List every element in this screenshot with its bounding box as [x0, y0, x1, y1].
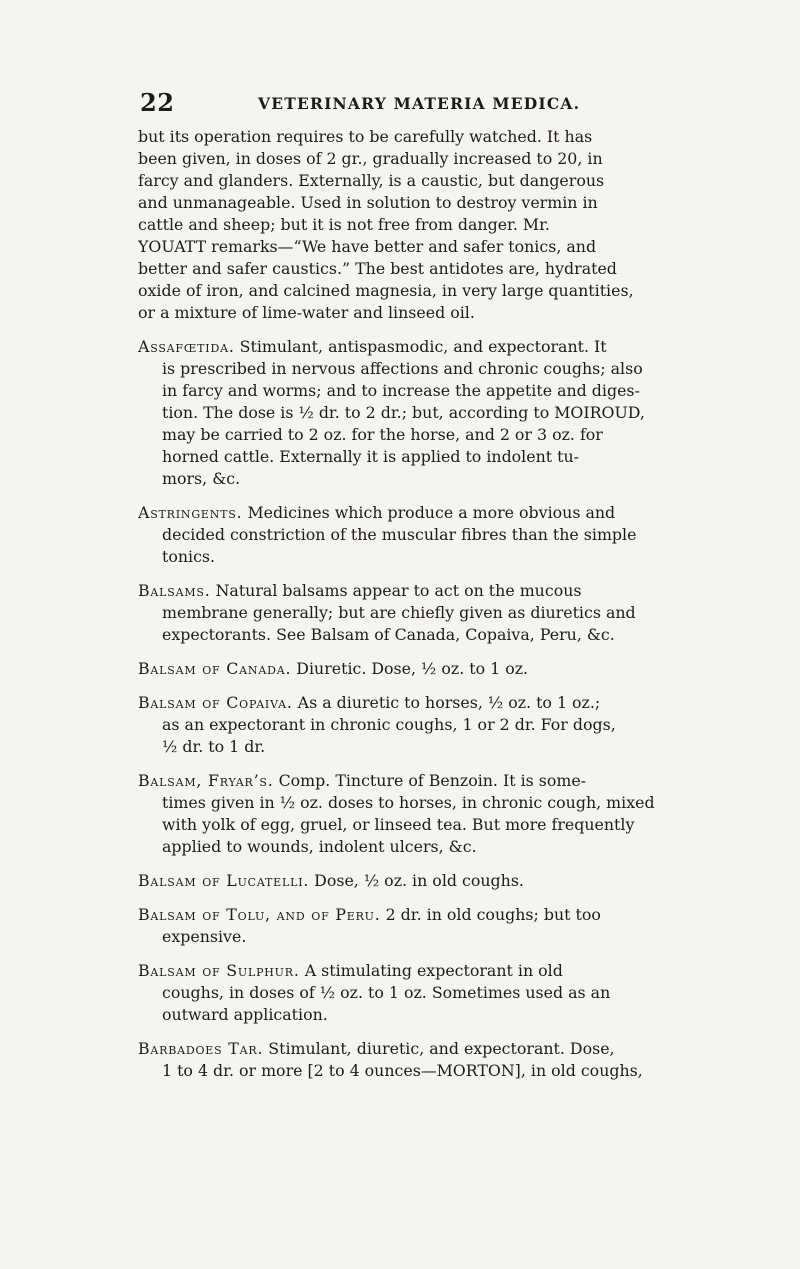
text-line: applied to wounds, indolent ulcers, &c. — [162, 837, 477, 856]
entry-term: Balsam of Tolu, and of Peru. — [138, 905, 381, 924]
text-line: or a mixture of lime-water and linseed oil. — [138, 303, 475, 322]
text-line: as an expectorant in chronic coughs, 1 or 2 dr. For dogs, — [162, 715, 616, 734]
body-text — [138, 126, 690, 1082]
entry-balsam-copaiva — [138, 692, 690, 758]
text-line: expensive. — [162, 927, 247, 946]
entry-term: Balsam of Copaiva. — [138, 693, 293, 712]
text-line: mors, &c. — [162, 469, 241, 488]
entry-first-line — [138, 870, 690, 892]
entry-barbadoes-tar — [138, 1038, 690, 1082]
text-line: farcy and glanders. Externally, is a caustic, but dangerous — [138, 171, 605, 190]
entry-balsam-sulphur — [138, 960, 690, 1026]
text-line: is prescribed in nervous affections and chronic coughs; also — [162, 359, 643, 378]
text-line: outward application. — [162, 1005, 328, 1024]
text-line: and unmanageable. Used in solution to destroy vermin in — [138, 193, 598, 212]
entry-term: Balsams. — [138, 581, 211, 600]
entry-text: A stimulating expectorant in old — [299, 961, 563, 980]
entry-term: Balsam of Lucatelli. — [138, 871, 310, 890]
entry-text: 2 dr. in old coughs; but too — [380, 905, 601, 924]
entry-first-line — [138, 658, 690, 680]
entry-first-line — [138, 960, 690, 982]
entry-first-line — [138, 580, 690, 602]
entry-term: Assafœtida. — [138, 337, 235, 356]
entry-text: Natural balsams appear to act on the mucous — [210, 581, 582, 600]
entry-text: Stimulant, antispasmodic, and expectorant. It — [234, 337, 607, 356]
entry-text: Comp. Tincture of Benzoin. It is some- — [273, 771, 587, 790]
text-line: membrane generally; but are chiefly given as diuretics and — [162, 603, 636, 622]
text-line: better and safer caustics.” The best antidotes are, hydrated — [138, 259, 617, 278]
text-line: cattle and sheep; but it is not free from danger. Mr. — [138, 215, 550, 234]
text-line: oxide of iron, and calcined magnesia, in very large quantities, — [138, 281, 634, 300]
entry-text: Dose, ½ oz. in old coughs. — [309, 871, 524, 890]
entry-balsams — [138, 580, 690, 646]
text-line: horned cattle. Externally it is applied to indolent tu- — [162, 447, 579, 466]
text-line: in farcy and worms; and to increase the appetite and diges- — [162, 381, 640, 400]
entry-text: Diuretic. Dose, ½ oz. to 1 oz. — [291, 659, 529, 678]
text-line: 1 to 4 dr. or more [2 to 4 ounces—MORTON], in old coughs, — [162, 1061, 643, 1080]
text-line: tion. The dose is ½ dr. to 2 dr.; but, according to MOIROUD, — [162, 403, 645, 422]
entry-balsam-lucatelli — [138, 870, 690, 892]
entry-text: Medicines which produce a more obvious and — [242, 503, 616, 522]
entry-balsam-canada — [138, 658, 690, 680]
running-title: VETERINARY MATERIA MEDICA. — [258, 94, 581, 113]
entry-first-line — [138, 502, 690, 524]
running-head — [140, 88, 700, 118]
entry-term: Barbadoes Tar. — [138, 1039, 264, 1058]
text-line: decided constriction of the muscular fibres than the simple — [162, 525, 637, 544]
intro-paragraph — [138, 126, 690, 324]
entry-term: Balsam, Fryar’s. — [138, 771, 274, 790]
entry-term: Balsam of Canada. — [138, 659, 292, 678]
text-line: expectorants. See Balsam of Canada, Copaiva, Peru, &c. — [162, 625, 615, 644]
entry-text: Stimulant, diuretic, and expectorant. Dose, — [263, 1039, 615, 1058]
entry-first-line — [138, 1038, 690, 1060]
entry-astringents — [138, 502, 690, 568]
entry-term: Astringents. — [138, 503, 243, 522]
text-line: times given in ½ oz. doses to horses, in chronic cough, mixed — [162, 793, 655, 812]
text-line: YOUATT remarks—“We have better and safer tonics, and — [138, 237, 597, 256]
entry-balsam-tolu-peru — [138, 904, 690, 948]
text-line: been given, in doses of 2 gr., gradually increased to 20, in — [138, 149, 603, 168]
page-number: 22 — [140, 88, 175, 117]
entry-first-line — [138, 904, 690, 926]
entry-assafoetida — [138, 336, 690, 490]
entry-term: Balsam of Sulphur. — [138, 961, 300, 980]
text-line: tonics. — [162, 547, 216, 566]
text-line: but its operation requires to be carefully watched. It has — [138, 127, 593, 146]
text-line: ½ dr. to 1 dr. — [162, 737, 266, 756]
entry-text: As a diuretic to horses, ½ oz. to 1 oz.; — [292, 693, 601, 712]
entry-first-line — [138, 336, 690, 358]
entry-first-line — [138, 770, 690, 792]
entry-first-line — [138, 692, 690, 714]
text-line: coughs, in doses of ½ oz. to 1 oz. Sometimes used as an — [162, 983, 611, 1002]
entry-balsam-fryars — [138, 770, 690, 858]
text-line: may be carried to 2 oz. for the horse, and 2 or 3 oz. for — [162, 425, 603, 444]
text-line: with yolk of egg, gruel, or linseed tea. But more frequently — [162, 815, 635, 834]
